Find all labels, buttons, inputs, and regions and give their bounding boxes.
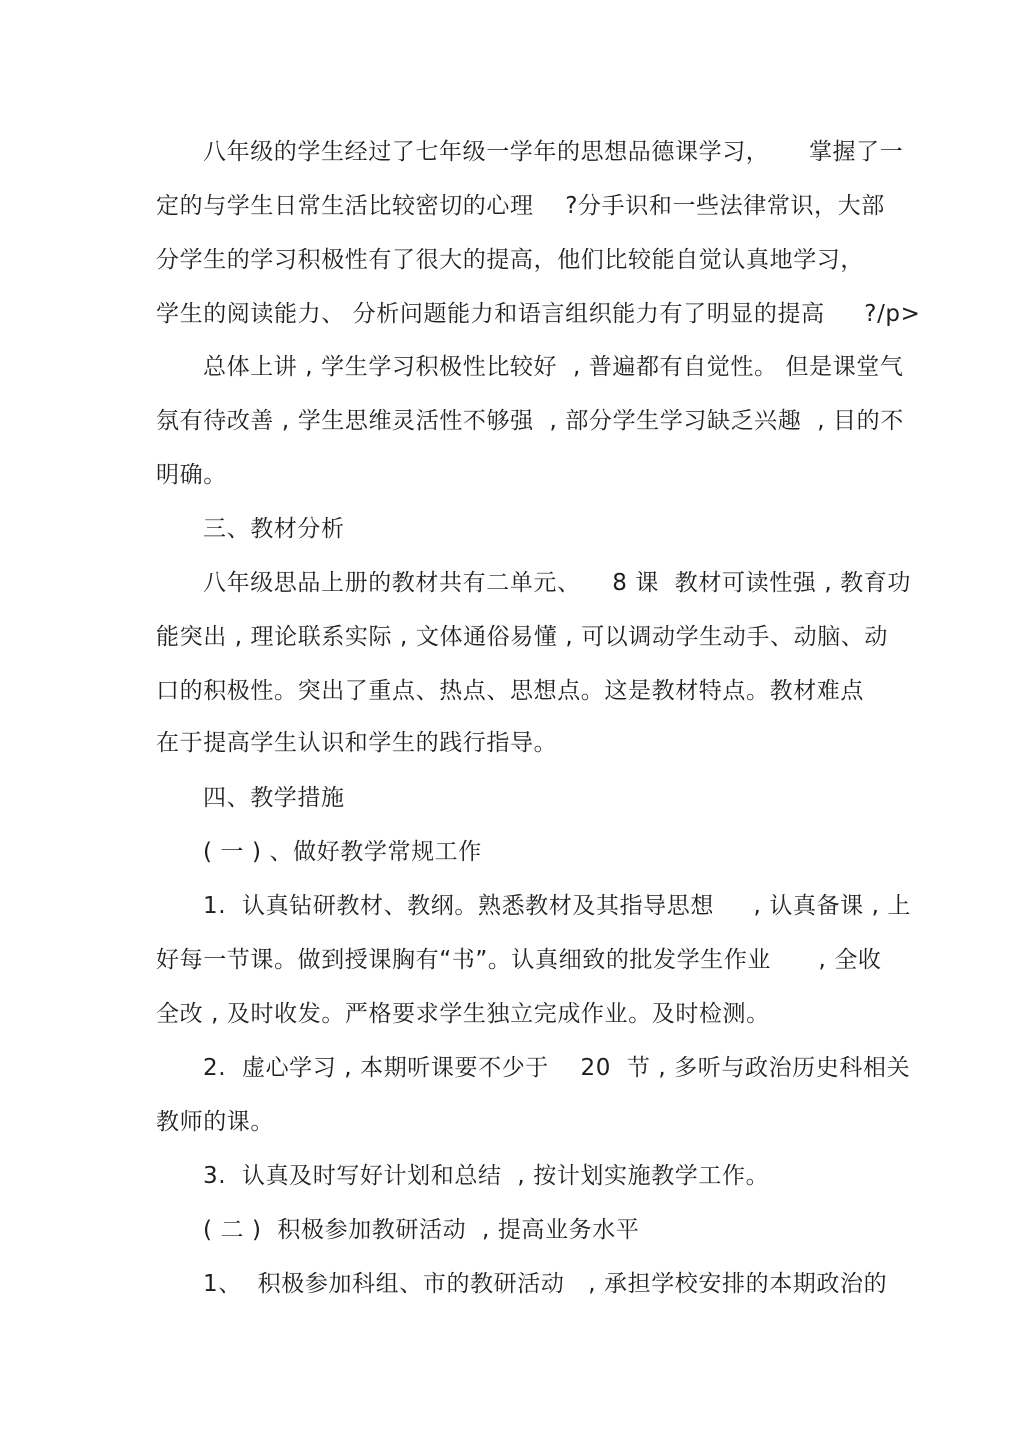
paragraph-line: 口的积极性。突出了重点、热点、思想点。这是教材特点。教材难点 [156,678,864,704]
section-heading: 四、教学措施 [203,785,345,811]
paragraph-line: 能突出 , 理论联系实际 , 文体通俗易懂 , 可以调动学生动手、动脑、动 [156,624,888,650]
paragraph-line: 氛有待改善 , 学生思维灵活性不够强 , 部分学生学习缺乏兴趣 , 目的不 [156,408,904,434]
list-item-line: 1、 积极参加科组、市的教研活动 , 承担学校安排的本期政治的 [203,1271,888,1297]
list-item-line: 1. 认真钻研教材、教纲。熟悉教材及其指导思想 , 认真备课 , 上 [203,893,912,919]
paragraph-line: 总体上讲 , 学生学习积极性比较好 , 普遍都有自觉性。 但是课堂气 [203,354,904,380]
list-item-line: 3. 认真及时写好计划和总结 , 按计划实施教学工作。 [203,1163,770,1189]
paragraph-line: 明确。 [156,462,227,488]
section-heading: 三、教材分析 [203,516,345,542]
paragraph-line: 分学生的学习积极性有了很大的提高，他们比较能自觉认真地学习， [156,247,864,273]
list-item-line: 2. 虚心学习 , 本期听课要不少于 20 节 , 多听与政治历史科相关 [203,1055,911,1081]
subsection-heading: ( 二 ) 积极参加教研活动 , 提高业务水平 [203,1217,640,1243]
paragraph-line: 在于提高学生认识和学生的践行指导。 [156,730,558,756]
list-item-line: 教师的课。 [156,1109,274,1135]
paragraph-line: 八年级的学生经过了七年级一学年的思想品德课学习， 掌握了一 [203,139,904,165]
list-item-line: 好每一节课。做到授课胸有“书”。认真细致的批发学生作业 , 全收 [156,947,882,973]
paragraph-line: 定的与学生日常生活比较密切的心理 ?分手识和一些法律常识，大部 [156,193,885,219]
subsection-heading: ( 一 ) 、做好教学常规工作 [203,839,482,865]
paragraph-line: 学生的阅读能力、 分析问题能力和语言组织能力有了明显的提高 ?/p> [156,301,921,327]
list-item-line: 全改 , 及时收发。严格要求学生独立完成作业。及时检测。 [156,1001,770,1027]
paragraph-line: 八年级思品上册的教材共有二单元、 8 课 教材可读性强 , 教育功 [203,570,911,596]
